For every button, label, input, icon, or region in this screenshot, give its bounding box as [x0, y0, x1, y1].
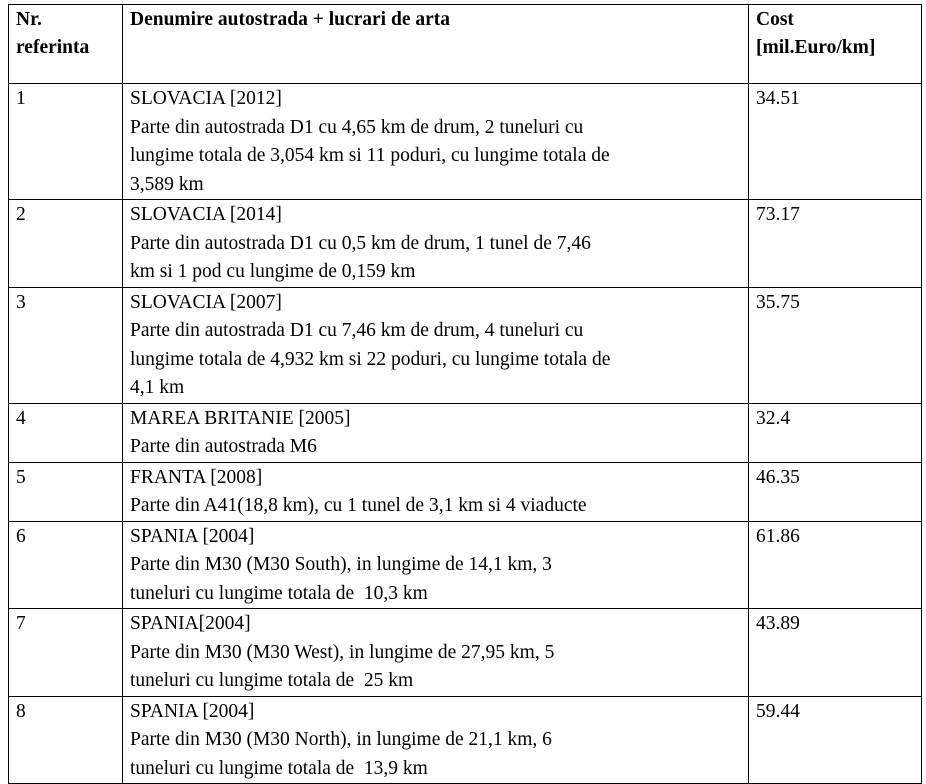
header-reference-line1: Nr.	[16, 9, 42, 30]
highway-description-cell	[123, 403, 749, 462]
reference-number-cell: 6	[9, 521, 123, 609]
reference-number-cell: 5	[9, 462, 123, 521]
header-cost	[749, 5, 922, 84]
highway-description-line: km si 1 pod cu lungime de 0,159 km	[130, 261, 416, 282]
highway-description-line: Parte din M30 (M30 West), in lungime de 27,95 km, 5	[130, 641, 555, 663]
highway-title: SLOVACIA [2007]	[130, 291, 282, 313]
reference-number-cell: 2	[9, 200, 123, 288]
table-row	[9, 696, 922, 784]
cost-cell: 34.51	[749, 84, 922, 200]
table-row	[9, 521, 922, 609]
highway-title: SPANIA [2004]	[130, 525, 255, 547]
highway-description-line: Parte din autostrada D1 cu 4,65 km de drum, 2 tuneluri cu	[130, 116, 584, 138]
highway-description-line: tuneluri cu lungime totala de 10,3 km	[130, 582, 428, 604]
cost-cell: 73.17	[749, 200, 922, 288]
header-cost-line2: [mil.Euro/km]	[756, 37, 876, 58]
highway-description-cell	[123, 609, 749, 697]
reference-number-cell: 1	[9, 84, 123, 200]
cost-cell: 46.35	[749, 462, 922, 521]
highway-title: SPANIA[2004]	[130, 613, 251, 634]
highway-title: SLOVACIA [2014]	[130, 204, 282, 225]
header-reference-number	[9, 5, 123, 84]
highway-title: SLOVACIA [2012]	[130, 88, 282, 109]
highway-description-line: lungime totala de 4,932 km si 22 poduri, cu lungime totala de	[130, 348, 611, 370]
table-row	[9, 462, 922, 521]
cost-cell: 35.75	[749, 287, 922, 403]
highway-cost-table	[8, 4, 922, 784]
highway-description-line: Parte din autostrada D1 cu 0,5 km de drum, 1 tunel de 7,46	[130, 232, 591, 254]
highway-description-cell	[123, 84, 749, 200]
highway-description-line: 4,1 km	[130, 377, 185, 398]
header-name-label: Denumire autostrada + lucrari de arta	[130, 9, 450, 30]
table-row	[9, 84, 922, 200]
header-reference-line2: referinta	[16, 37, 90, 58]
header-highway-name	[123, 5, 749, 84]
highway-description-line: 3,589 km	[130, 173, 204, 195]
highway-title: MAREA BRITANIE [2005]	[130, 407, 351, 429]
highway-description-line: tuneluri cu lungime totala de 13,9 km	[130, 757, 428, 779]
highway-description-cell	[123, 521, 749, 609]
table-body	[9, 84, 922, 784]
highway-description-line: Parte din M30 (M30 North), in lungime de 21,1 km, 6	[130, 729, 552, 750]
table-header-row	[9, 5, 922, 84]
table-row	[9, 403, 922, 462]
highway-description-cell	[123, 200, 749, 288]
highway-title: SPANIA [2004]	[130, 700, 255, 722]
reference-number-cell: 4	[9, 403, 123, 462]
reference-number-cell: 7	[9, 609, 123, 697]
highway-description-line: Parte din autostrada M6	[130, 436, 317, 457]
table-row	[9, 287, 922, 403]
cost-cell: 43.89	[749, 609, 922, 697]
reference-number-cell: 3	[9, 287, 123, 403]
cost-cell: 32.4	[749, 403, 922, 462]
highway-title: FRANTA [2008]	[130, 466, 263, 488]
cost-cell: 59.44	[749, 696, 922, 784]
highway-description-cell	[123, 696, 749, 784]
table-row	[9, 609, 922, 697]
table-row	[9, 200, 922, 288]
highway-description-line: Parte din A41(18,8 km), cu 1 tunel de 3,1 km si 4 viaducte	[130, 495, 587, 516]
highway-description-cell	[123, 287, 749, 403]
reference-number-cell: 8	[9, 696, 123, 784]
cost-cell: 61.86	[749, 521, 922, 609]
highway-description-line: tuneluri cu lungime totala de 25 km	[130, 670, 414, 691]
highway-description-line: Parte din autostrada D1 cu 7,46 km de drum, 4 tuneluri cu	[130, 320, 584, 341]
highway-description-cell	[123, 462, 749, 521]
highway-description-line: lungime totala de 3,054 km si 11 poduri, cu lungime totala de	[130, 145, 610, 166]
header-cost-line1: Cost	[756, 9, 794, 30]
highway-description-line: Parte din M30 (M30 South), in lungime de 14,1 km, 3	[130, 554, 552, 575]
